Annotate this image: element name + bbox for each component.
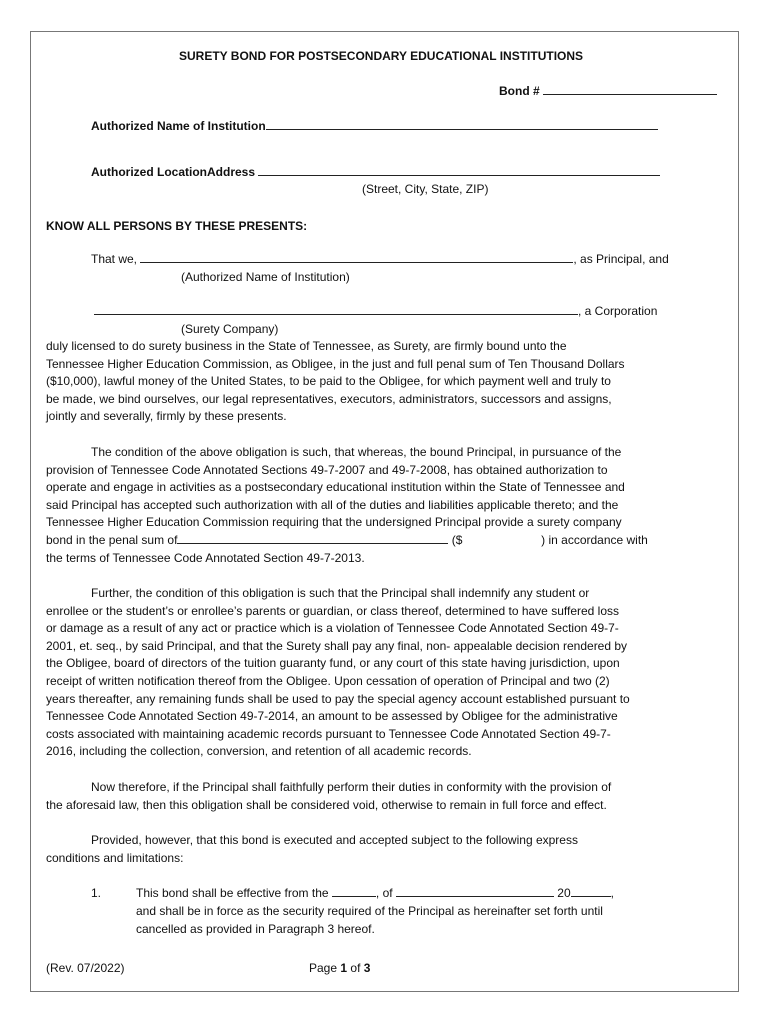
paragraph-line: years thereafter, any remaining funds shall be used to pay the special agency account established pursuant to [46,691,630,706]
principal-line [91,251,669,269]
paragraph-line: the Obligee, board of directors of the tuition guaranty fund, or any court of this state having jurisdiction, upon [46,656,620,671]
document-title: SURETY BOND FOR POSTSECONDARY EDUCATIONAL INSTITUTIONS [179,49,584,63]
paragraph-line: jointly and severally, firmly by these presents. [46,409,287,424]
location-address-hint: (Street, City, State, ZIP) [362,182,489,196]
that-we-text: That we, [91,252,138,266]
know-all-heading: KNOW ALL PERSONS BY THESE PRESENTS: [46,219,308,233]
document-page [30,31,739,992]
paragraph-line: or damage as a result of any act or practice which is a violation of Tennessee Code Annotated Section 49-7- [46,621,619,636]
effective-year-blank[interactable] [571,886,611,897]
paragraph-line: the terms of Tennessee Code Annotated Section 49-7-2013. [46,550,365,565]
paragraph-further [46,585,680,761]
item-1-line: and shall be in force as the security required of the Principal as hereinafter set forth until [136,904,603,918]
paragraph-line: costs associated with maintaining academic records pursuant to Tennessee Code Annotated Section 49-7- [46,726,611,741]
a-corporation-text: , a Corporation [578,304,658,318]
item-1-first-line [136,885,614,903]
paragraph-line: conditions and limitations: [46,850,184,865]
page-label: Page [309,961,338,975]
paragraph-line: ($10,000), lawful money of the United States, to be paid to the Obligee, for which payment well and truly to [46,374,611,389]
paragraph-line: receipt of written notification thereof from the Obligee. Upon cessation of operation of Principal and two (2) [46,673,610,688]
surety-name-blank[interactable] [94,304,578,315]
penal-sum-dollar-open: ($ [451,532,463,547]
paragraph-line: be made, we bind ourselves, our legal representatives, executors, administrators, successors and assigns, [46,391,612,406]
effective-day-blank[interactable] [332,886,376,897]
location-address-label: Authorized LocationAddress [91,165,256,179]
principal-name-hint: (Authorized Name of Institution) [181,270,350,284]
as-principal-text: , as Principal, and [573,252,669,266]
paragraph-line: duly licensed to do surety business in the State of Tennessee, as Surety, are firmly bound unto the [46,339,567,353]
location-address-blank[interactable] [258,165,660,176]
penal-sum-dollar-close: ) in accordance with [541,532,648,547]
location-address-field [91,164,660,182]
effective-month-blank[interactable] [396,886,554,897]
item-1-effective-text: This bond shall be effective from the [136,886,329,900]
page-of-label: of [350,961,361,975]
paragraph-line: operate and engage in activities as a postsecondary educational institution within the State of Tennessee and [46,480,625,495]
paragraph-line: Tennessee Higher Education Commission requiring that the undersigned Principal provide a surety company [46,515,622,530]
paragraph-line: Now therefore, if the Principal shall faithfully perform their duties in conformity with the provision of [91,780,612,794]
bond-number-field [499,83,717,101]
paragraph-line: Tennessee Code Annotated Section 49-7-2014, an amount to be assessed by Obligee for the administrative [46,709,618,724]
penal-sum-prefix: bond in the penal sum of [46,532,178,547]
item-1-number: 1. [91,886,102,900]
paragraph-line: Provided, however, that this bond is executed and accepted subject to the following express [91,833,578,847]
institution-name-label: Authorized Name of Institution [91,119,266,133]
surety-name-hint: (Surety Company) [181,322,279,336]
paragraph-line: Tennessee Higher Education Commission, as Obligee, in the just and full penal sum of Ten Thousand Dollars [46,356,625,371]
paragraph-line: said Principal has accepted such authorization with all of the duties and liabilities applicable thereto; and the [46,497,619,512]
paragraph-line: provision of Tennessee Code Annotated Sections 49-7-2007 and 49-7-2008, has obtained authorization to [46,462,608,477]
paragraph-line: the aforesaid law, then this obligation shall be considered void, otherwise to remain in full force and effect. [46,797,607,812]
page-indicator [309,960,370,978]
item-1-of-text: , of [375,886,393,900]
paragraph-line: 2001, et. seq., by said Principal, and that the Surety shall pay any final, non- appealable decision rendered by [46,638,628,653]
surety-line [94,303,657,321]
item-1-continuation [136,903,603,938]
principal-name-blank[interactable] [140,252,573,263]
revision-note: (Rev. 07/2022) [46,961,125,975]
item-1-line: cancelled as provided in Paragraph 3 hereof. [136,921,375,936]
institution-name-field [91,118,658,136]
item-1-century-text: 20 [557,886,571,900]
paragraph-line: Further, the condition of this obligation is such that the Principal shall indemnify any student or [91,586,590,600]
institution-name-blank[interactable] [266,119,658,130]
paragraph-bound [46,338,680,426]
penal-sum-words-blank[interactable] [177,533,448,544]
item-1-comma: , [610,886,614,900]
bond-number-label: Bond # [499,84,540,98]
page-total: 3 [363,961,371,975]
paragraph-now-therefore [46,779,680,814]
paragraph-condition [46,444,680,567]
bond-number-blank[interactable] [543,84,717,95]
paragraph-line: 2016, including the collection, conversion, and retention of all academic records. [46,744,472,759]
penal-sum-line [46,532,680,550]
paragraph-provided [46,832,680,867]
paragraph-line: The condition of the above obligation is such, that whereas, the bound Principal, in pursuance of the [91,445,622,459]
page-current: 1 [340,961,348,975]
paragraph-line: enrollee or the student’s or enrollee’s parents or guardian, or class thereof, determined to have suffered loss [46,603,620,618]
